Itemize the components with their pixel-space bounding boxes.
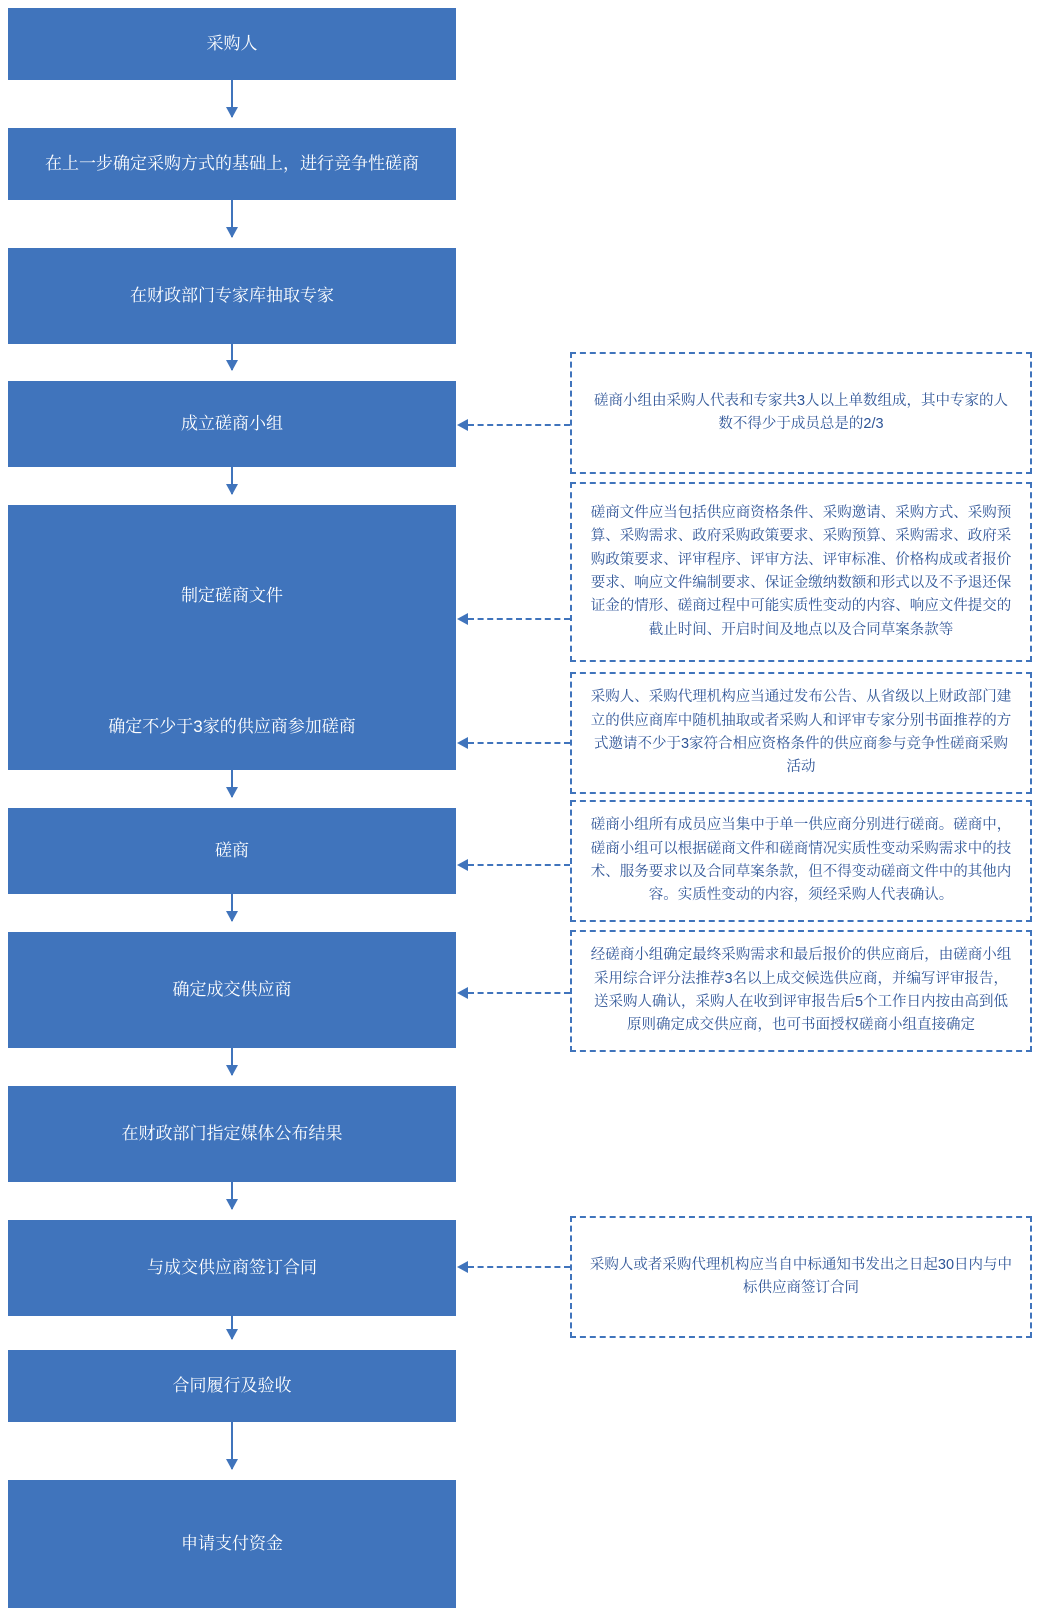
flow-node-apply-payment[interactable]: 申请支付资金	[8, 1480, 456, 1608]
flow-arrow-6	[231, 770, 233, 797]
note-supplier-invitation: 采购人、采购代理机构应当通过发布公告、从省级以上财政部门建立的供应商库中随机抽取或者采购人和评审专家分别书面推荐的方式邀请不少于3家符合相应资格条件的供应商参与竞争性磋商采购活动	[570, 672, 1032, 794]
note-connector-2	[468, 618, 570, 622]
flow-arrow-1	[231, 80, 233, 117]
note-contract-signing: 采购人或者采购代理机构应当自中标通知书发出之日起30日内与中标供应商签订合同	[570, 1216, 1032, 1338]
flow-node-determine-winner[interactable]: 确定成交供应商	[8, 932, 456, 1048]
note-connector-3	[468, 742, 570, 746]
flow-node-form-group[interactable]: 成立磋商小组	[8, 381, 456, 467]
flow-arrow-11	[231, 1422, 233, 1469]
note-winner-determination: 经磋商小组确定最终采购需求和最后报价的供应商后，由磋商小组采用综合评分法推荐3名以上成交候选供应商，并编写评审报告，送采购人确认，采购人在收到评审报告后5个工作日内按由高到低原则确定成交供应商，也可书面授权磋商小组直接确定	[570, 930, 1032, 1052]
flow-node-competitive-consultation[interactable]: 在上一步确定采购方式的基础上，进行竞争性磋商	[8, 128, 456, 200]
note-connector-4	[468, 864, 570, 868]
note-document-contents: 磋商文件应当包括供应商资格条件、采购邀请、采购方式、采购预算、采购需求、政府采购政策要求、采购预算、采购需求、政府采购政策要求、评审程序、评审方法、评审标准、价格构成或者报价要求、响应文件编制要求、保证金缴纳数额和形式以及不予退还保证金的情形、磋商过程中可能实质性变动的内容、响应文件提交的截止时间、开启时间及地点以及合同草案条款等	[570, 482, 1032, 662]
flow-arrow-4	[231, 467, 233, 494]
flow-arrow-2	[231, 200, 233, 237]
flow-node-draft-documents[interactable]: 制定磋商文件	[8, 505, 456, 687]
flow-node-publish-result[interactable]: 在财政部门指定媒体公布结果	[8, 1086, 456, 1182]
flow-node-contract-performance[interactable]: 合同履行及验收	[8, 1350, 456, 1422]
note-connector-6	[468, 1266, 570, 1270]
flow-arrow-10	[231, 1316, 233, 1339]
note-connector-1	[468, 424, 570, 428]
flow-node-invite-suppliers[interactable]: 确定不少于3家的供应商参加磋商	[8, 684, 456, 770]
flow-node-purchaser[interactable]: 采购人	[8, 8, 456, 80]
note-consultation-process: 磋商小组所有成员应当集中于单一供应商分别进行磋商。磋商中，磋商小组可以根据磋商文件和磋商情况实质性变动采购需求中的技术、服务要求以及合同草案条款，但不得变动磋商文件中的其他内容。实质性变动的内容，须经采购人代表确认。	[570, 800, 1032, 922]
note-connector-5	[468, 992, 570, 996]
note-group-composition: 磋商小组由采购人代表和专家共3人以上单数组成，其中专家的人数不得少于成员总是的2/3	[570, 352, 1032, 474]
flow-node-draw-experts[interactable]: 在财政部门专家库抽取专家	[8, 248, 456, 344]
flow-node-sign-contract[interactable]: 与成交供应商签订合同	[8, 1220, 456, 1316]
flow-arrow-9	[231, 1182, 233, 1209]
flow-arrow-8	[231, 1048, 233, 1075]
flow-arrow-7	[231, 894, 233, 921]
flow-arrow-3	[231, 344, 233, 370]
flow-node-consultation[interactable]: 磋商	[8, 808, 456, 894]
